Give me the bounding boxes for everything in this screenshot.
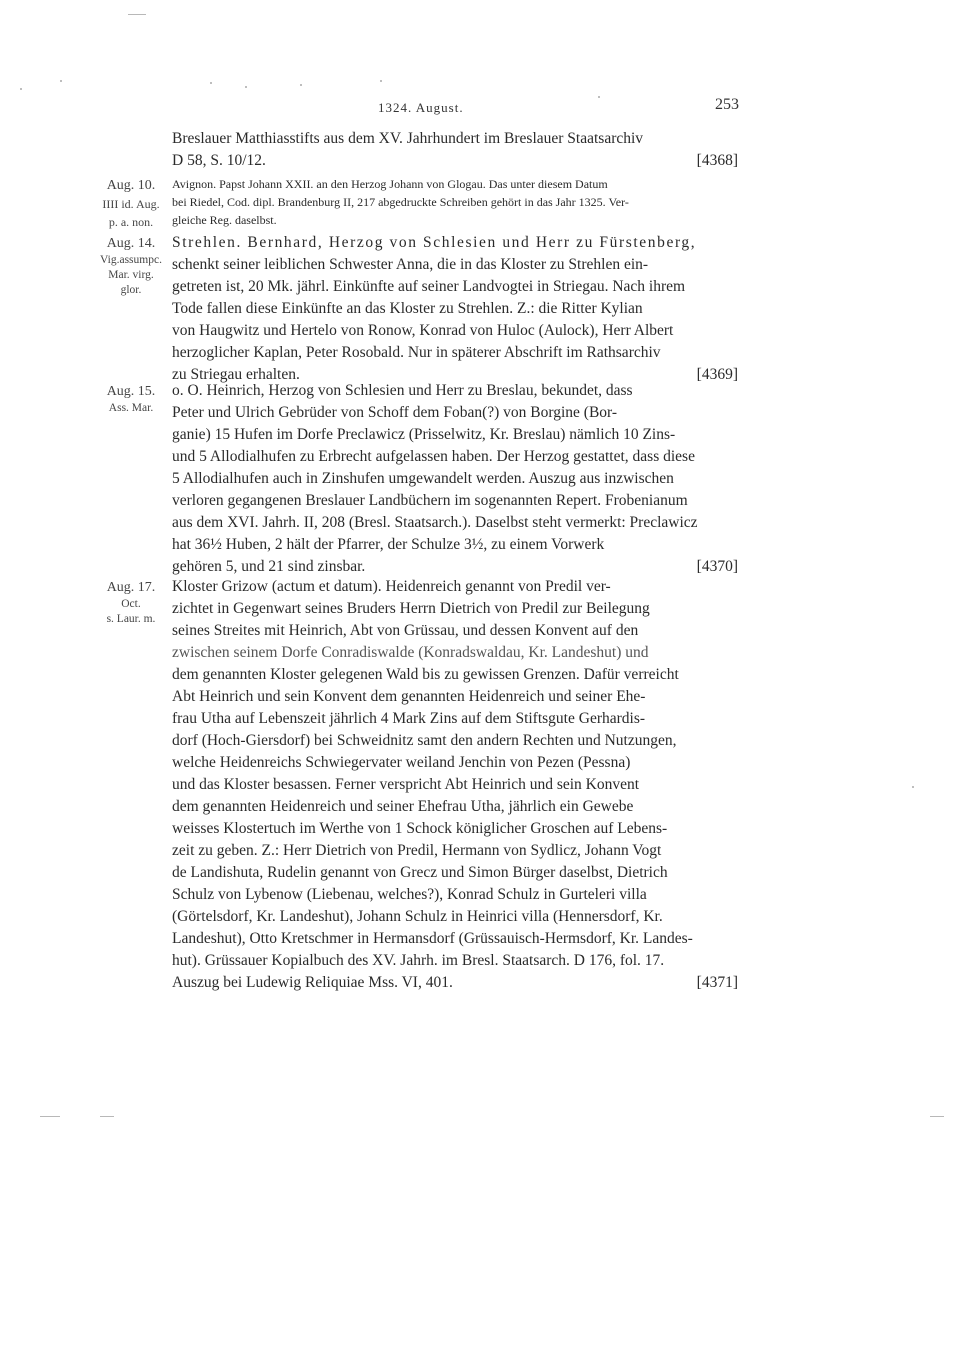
text-line: und das Kloster besassen. Ferner verspricht Abt Heinrich und sein Konvent [172, 776, 640, 793]
margin-feast-label: glor. [120, 284, 142, 296]
text-line: weisses Klostertuch im Werthe von 1 Schock königlicher Groschen auf Lebens- [172, 820, 668, 837]
text-line: hat 36½ Huben, 2 hält der Pfarrer, der Schulze 3½, zu einem Vorwerk [172, 536, 605, 553]
text-line-content: D 58, S. 10/12. [172, 152, 266, 169]
margin-feast-label: p. a. non. [108, 215, 154, 229]
text-line: zichtet in Gegenwart seines Bruders Herrn Dietrich von Predil zur Beilegung [172, 600, 650, 617]
margin-feast-label: IIII id. Aug. [102, 197, 160, 211]
text-line: seines Streites mit Heinrich, Abt von Grüssau, und dessen Konvent auf den [172, 622, 639, 639]
text-line: Avignon. Papst Johann XXII. an den Herzog Johann von Glogau. Das unter diesem Datum [172, 177, 608, 191]
page-number: 253 [715, 96, 739, 113]
scan-speck [245, 86, 247, 88]
entry-avignon-note [172, 175, 738, 229]
text-line: Strehlen. Bernhard, Herzog von Schlesien und Herr zu Fürstenberg, [172, 234, 697, 251]
margin-date-label: Aug. 10. [106, 178, 156, 193]
text-line: zeit zu geben. Z.: Herr Dietrich von Predil, Hermann von Sydlicz, Johann Vogt [172, 842, 662, 859]
text-line: bei Riedel, Cod. dipl. Brandenburg II, 217 abgedruckte Schreiben gehört in das Jahr 1325. Ver- [172, 195, 629, 209]
text-line: herzoglicher Kaplan, Peter Rosobald. Nur in späterer Abschrift im Rathsarchiv [172, 344, 661, 361]
scan-speck [300, 84, 302, 86]
margin-feast-label: Vig.assumpc. [100, 254, 162, 266]
entry-number: [4369] [696, 366, 738, 383]
text-line: Breslauer Matthiasstifts aus dem XV. Jahrhundert im Breslauer Staatsarchiv [172, 130, 644, 147]
text-line: welche Heidenreichs Schwiegervater weiland Jenchin von Pezen (Pessna) [172, 754, 631, 771]
entry-4368 [172, 128, 738, 172]
margin-date [96, 177, 166, 231]
text-line: frau Utha auf Lebenszeit jährlich 4 Mark Zins auf dem Stiftsgute Gerhardis- [172, 710, 646, 727]
text-line [172, 972, 738, 994]
entry-4369 [172, 232, 738, 386]
text-line: zwischen seinem Dorfe Conradiswalde (Konradswaldau, Kr. Landeshut) und [172, 644, 649, 661]
text-line: Abt Heinrich und sein Konvent dem genannten Heidenreich und seiner Ehe- [172, 688, 646, 705]
text-line: o. O. Heinrich, Herzog von Schlesien und Herr zu Breslau, bekundet, dass [172, 382, 633, 399]
text-line [172, 150, 738, 172]
text-line: Kloster Grizow (actum et datum). Heidenreich genannt von Predil ver- [172, 578, 611, 595]
margin-date [96, 382, 166, 416]
entry-4371 [172, 576, 738, 994]
margin-date-label: Aug. 14. [106, 236, 156, 251]
running-title: 1324. August. [378, 100, 464, 115]
scan-speck [100, 1116, 114, 1117]
text-line: (Görtelsdorf, Kr. Landeshut), Johann Schulz in Heinrici villa (Hennersdorf, Kr. [172, 908, 663, 925]
entry-4370 [172, 380, 738, 578]
margin-date-label: Aug. 17. [106, 580, 156, 595]
text-line: Landeshut), Otto Kretschmer in Hermansdorf (Grüssauisch-Hermsdorf, Kr. Landes- [172, 930, 693, 947]
page-header [0, 96, 960, 120]
text-line: Peter und Ulrich Gebrüder von Schoff dem Foban(?) von Borgine (Bor- [172, 404, 618, 421]
margin-feast-label: Oct. [121, 598, 141, 610]
text-line: dem genannten Heidenreich und seiner Ehefrau Utha, jährlich ein Gewebe [172, 798, 634, 815]
entry-number: [4371] [696, 974, 738, 991]
margin-feast-label: s. Laur. m. [106, 613, 156, 625]
scan-speck [380, 80, 382, 82]
text-line: de Landishuta, Rudelin genannt von Grecz und Simon Bürger daselbst, Dietrich [172, 864, 668, 881]
scan-speck [210, 82, 212, 84]
entry-number: [4368] [696, 152, 738, 169]
text-line-content: Auszug bei Ludewig Reliquiae Mss. VI, 401. [172, 974, 453, 991]
text-line: 5 Allodialhufen auch in Zinshufen umgewandelt werden. Auszug aus inzwischen [172, 470, 674, 487]
text-line: ganie) 15 Hufen im Dorfe Preclawicz (Prisselwitz, Kr. Breslau) nämlich 10 Zins- [172, 426, 676, 443]
text-line: Tode fallen diese Einkünfte an das Kloster zu Strehlen. Z.: die Ritter Kylian [172, 300, 643, 317]
text-line [172, 556, 738, 578]
text-line: und 5 Allodialhufen zu Erbrecht aufgelassen haben. Der Herzog gestattet, dass diese [172, 448, 695, 465]
scan-speck [40, 1116, 60, 1117]
text-line: von Haugwitz und Hertelo von Ronow, Konrad von Huloc (Aulock), Herr Albert [172, 322, 674, 339]
text-line-content: gehören 5, und 21 sind zinsbar. [172, 558, 366, 575]
text-line: hut). Grüssauer Kopialbuch des XV. Jahrh. im Bresl. Staatsarch. D 176, fol. 17. [172, 952, 665, 969]
text-line: verloren gegangenen Breslauer Landbüchern im sogenannten Repert. Frobenianum [172, 492, 688, 509]
text-line: dem genannten Kloster gelegenen Wald bis zu gewissen Grenzen. Dafür verreicht [172, 666, 679, 683]
margin-feast-label: Mar. virg. [108, 269, 154, 281]
entry-number: [4370] [696, 558, 738, 575]
text-line: dorf (Hoch-Giersdorf) bei Schweidnitz samt den andern Rechten und Nutzungen, [172, 732, 677, 749]
scan-speck [60, 80, 62, 82]
text-line: Schulz von Lybenow (Liebenau, welches?), Konrad Schulz in Gurteleri villa [172, 886, 647, 903]
margin-date [96, 578, 166, 627]
scan-speck [912, 786, 914, 788]
margin-date [96, 234, 166, 298]
scan-speck [128, 14, 146, 15]
text-line: gleiche Reg. daselbst. [172, 213, 277, 227]
scan-speck [20, 88, 22, 90]
margin-feast-label: Ass. Mar. [108, 402, 154, 414]
text-line: getreten ist, 20 Mk. jährl. Einkünfte auf seiner Landvogtei in Striegau. Nach ihrem [172, 278, 686, 295]
text-line: aus dem XVI. Jahrh. II, 208 (Bresl. Staatsarch.). Daselbst steht vermerkt: Preclawicz [172, 514, 698, 531]
text-line-content: zu Striegau erhalten. [172, 366, 300, 383]
margin-date-label: Aug. 15. [106, 384, 156, 399]
scan-speck [930, 1116, 944, 1117]
text-line: schenkt seiner leiblichen Schwester Anna, die in das Kloster zu Strehlen ein- [172, 256, 649, 273]
